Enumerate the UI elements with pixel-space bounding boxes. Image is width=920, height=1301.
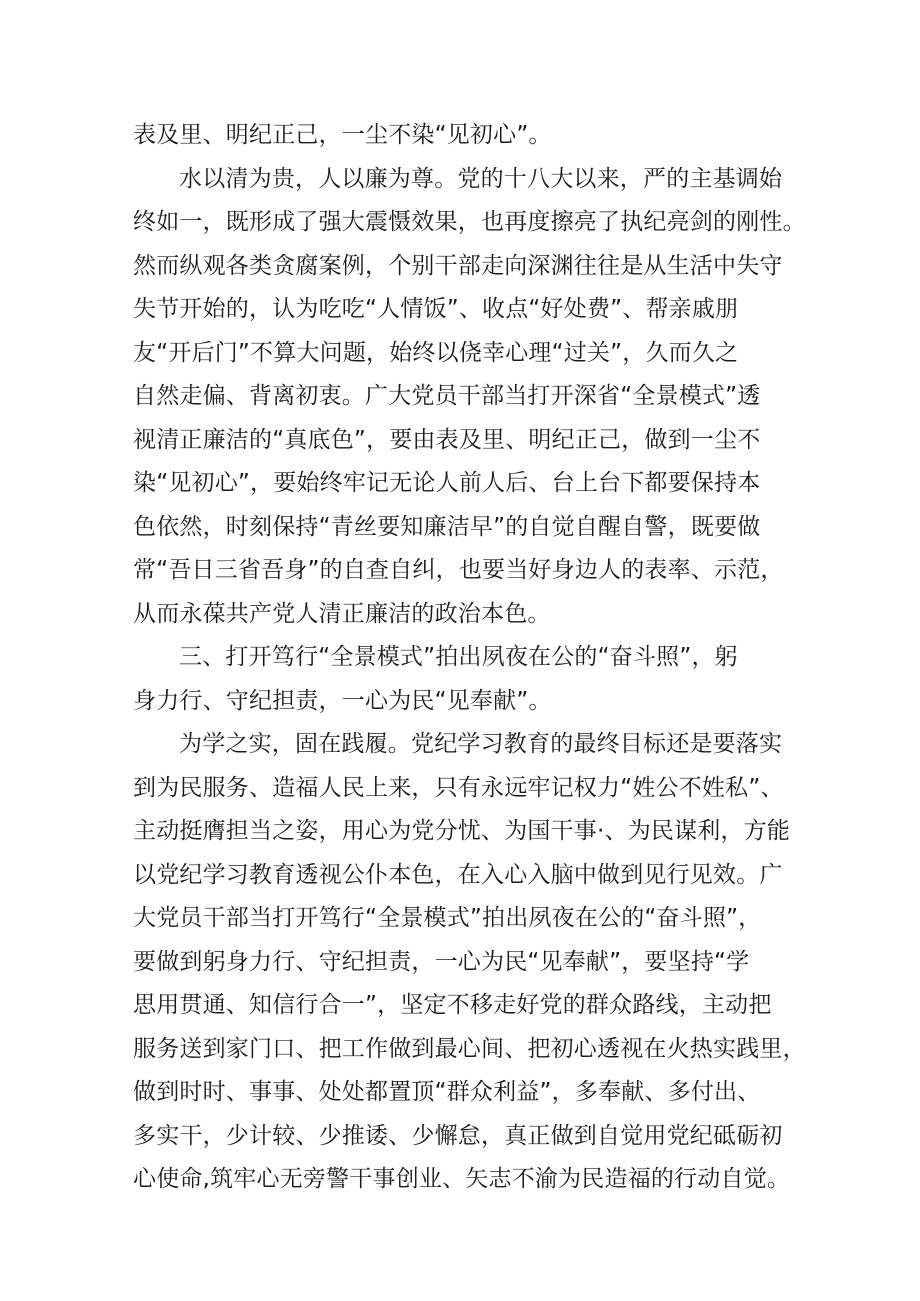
- text-line: 大党员干部当打开笃行“全景模式”拍出夙夜在公的“奋斗照”，: [133, 905, 762, 931]
- section-heading-line: 三、打开笃行“全景模式”拍出夙夜在公的“奋斗照”，躬: [179, 644, 738, 670]
- text-line: 以党纪学习教育透视公仆本色，在入心入脑中做到见行见效。广: [133, 861, 783, 888]
- text-line: 心使命,筑牢心无旁警干事创业、矢志不渝为民造福的行动自觉。: [133, 1166, 791, 1192]
- text-line: 多实干，少计较、少推诿、少懈怠，真正做到自觉用党纪砥砺初: [133, 1122, 783, 1149]
- paragraph-start-line: 为学之实，固在践履。党纪学习教育的最终目标还是要落实: [179, 731, 783, 757]
- text-line: 主动挺膺担当之姿，用心为党分忧、为国干事·、为民谋利，方能: [133, 818, 791, 844]
- text-line: 要做到躬身力行、守纪担责，一心为民“见奉献”，要坚持“学: [133, 948, 750, 975]
- paragraph-start-line: 水以清为贵，人以廉为尊。党的十八大以来，严的主基调始: [179, 165, 783, 192]
- text-line: 做到时时、事事、处处都置顶“群众利益”，多奉献、多付出、: [133, 1079, 761, 1105]
- text-line: 染“见初心”，要始终牢记无论人前人后、台上台下都要保持本: [133, 470, 761, 496]
- text-line: 色依然，时刻保持“青丝要知廉洁早”的自觉自醒自警，既要做: [133, 513, 761, 540]
- text-line: 表及里、明纪正己，一尘不染“见初心”。: [133, 122, 552, 148]
- text-line: 视清正廉洁的“真底色”，要由表及里、明纪正己，做到一尘不: [133, 426, 761, 453]
- text-line: 自然走偏、背离初衷。广大党员干部当打开深省“全景模式”透: [133, 383, 761, 409]
- text-line: 常“吾日三省吾身”的自查自纠，也要当好身边人的表率、示范，: [133, 557, 784, 583]
- text-line: 失节开始的，认为吃吃“人情饭”、收点“好处费”、帮亲戚朋: [133, 296, 739, 322]
- text-line: 终如一，既形成了强大震慑效果，也再度擦亮了执纪亮剑的刚性。: [133, 209, 806, 235]
- document-page: [133, 114, 806, 1202]
- text-line: 然而纵观各类贪腐案例，个别干部走向深渊往往是从生活中失守: [133, 252, 783, 279]
- text-line: 友“开后门”不算大问题，始终以侥幸心理“过关”，久而久之: [133, 339, 739, 366]
- text-line: 从而永葆共产党人清正廉洁的政治本色。: [133, 600, 551, 627]
- text-line: 思用贯通、知信行合一”，坚定不移走好党的群众路线，主动把: [133, 992, 772, 1018]
- text-line: 服务送到家门口、把工作做到最心间、把初心透视在火热实践里，: [133, 1035, 806, 1062]
- text-line: 到为民服务、造福人民上来，只有永远牢记权力“姓公不姓私”、: [133, 774, 784, 801]
- section-heading-line: 身力行、守纪担责，一心为民“见奉献”。: [133, 687, 552, 714]
